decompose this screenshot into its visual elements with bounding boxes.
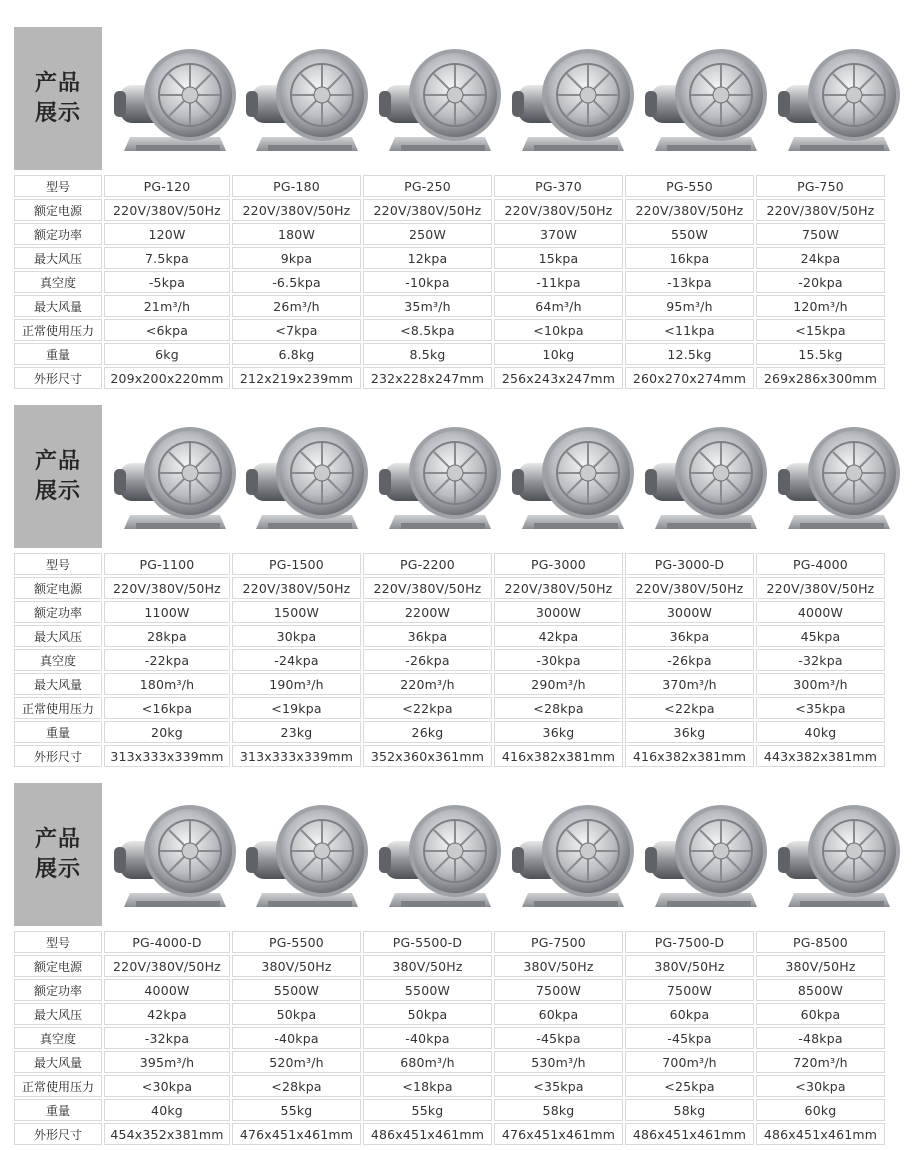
spec-cell: 5500W: [232, 979, 361, 1001]
section-title-block: [14, 405, 102, 548]
spec-cell: <30kpa: [756, 1075, 885, 1097]
spec-cell: PG-5500-D: [363, 931, 492, 953]
spec-label: 额定电源: [14, 577, 102, 599]
spec-label: 最大风量: [14, 673, 102, 695]
spec-cell: 8500W: [756, 979, 885, 1001]
spec-label: 额定电源: [14, 199, 102, 221]
spec-cell: 8.5kg: [363, 343, 492, 365]
spec-cell: -26kpa: [363, 649, 492, 671]
spec-cell: 550W: [625, 223, 754, 245]
product-image-pg-180: [242, 33, 370, 163]
spec-cell: 28kpa: [104, 625, 230, 647]
product-image-pg-4000: [774, 411, 902, 541]
spec-cell: 30kpa: [232, 625, 361, 647]
spec-cell: 35m³/h: [363, 295, 492, 317]
spec-cell: 50kpa: [232, 1003, 361, 1025]
spec-cell: <15kpa: [756, 319, 885, 341]
spec-cell: PG-5500: [232, 931, 361, 953]
spec-label: 正常使用压力: [14, 319, 102, 341]
spec-label: 额定功率: [14, 223, 102, 245]
spec-cell: 9kpa: [232, 247, 361, 269]
spec-cell: 45kpa: [756, 625, 885, 647]
spec-cell: 380V/50Hz: [363, 955, 492, 977]
spec-cell: 12.5kg: [625, 343, 754, 365]
spec-cell: -13kpa: [625, 271, 754, 293]
spec-cell: 300m³/h: [756, 673, 885, 695]
spec-cell: 26kg: [363, 721, 492, 743]
spec-cell: 64m³/h: [494, 295, 623, 317]
spec-cell: 3000W: [625, 601, 754, 623]
section-title-line2: 展示: [34, 856, 81, 882]
spec-cell: 60kpa: [625, 1003, 754, 1025]
spec-cell: 4000W: [104, 979, 230, 1001]
spec-cell: 220V/380V/50Hz: [232, 199, 361, 221]
spec-cell: 220V/380V/50Hz: [104, 955, 230, 977]
product-section-3: [14, 783, 906, 1142]
spec-cell: 454x352x381mm: [104, 1123, 230, 1145]
spec-cell: 260x270x274mm: [625, 367, 754, 389]
spec-cell: PG-120: [104, 175, 230, 197]
spec-cell: 220V/380V/50Hz: [625, 199, 754, 221]
spec-cell: 313x333x339mm: [104, 745, 230, 767]
spec-cell: 7500W: [625, 979, 754, 1001]
spec-label: 正常使用压力: [14, 1075, 102, 1097]
spec-cell: 443x382x381mm: [756, 745, 885, 767]
spec-cell: 380V/50Hz: [756, 955, 885, 977]
spec-table-1: [12, 173, 887, 391]
product-image-pg-8500: [774, 789, 902, 919]
section-title-line1: 产品: [34, 826, 81, 852]
spec-cell: 476x451x461mm: [232, 1123, 361, 1145]
spec-cell: <11kpa: [625, 319, 754, 341]
spec-row-max-pressure: [14, 625, 885, 647]
product-image-pg-5500: [242, 789, 370, 919]
product-image-pg-4000-d: [110, 789, 238, 919]
spec-cell: 220V/380V/50Hz: [756, 577, 885, 599]
product-image-pg-3000-d: [641, 411, 769, 541]
spec-cell: PG-250: [363, 175, 492, 197]
spec-table-2: [12, 551, 887, 769]
spec-cell: 60kg: [756, 1099, 885, 1121]
spec-cell: 15kpa: [494, 247, 623, 269]
spec-cell: 220V/380V/50Hz: [232, 577, 361, 599]
spec-label: 额定功率: [14, 979, 102, 1001]
spec-table-3: [12, 929, 887, 1147]
spec-cell: PG-3000-D: [625, 553, 754, 575]
spec-cell: 256x243x247mm: [494, 367, 623, 389]
spec-row-vacuum: [14, 1027, 885, 1049]
spec-row-vacuum: [14, 649, 885, 671]
spec-cell: 220V/380V/50Hz: [494, 577, 623, 599]
spec-cell: <10kpa: [494, 319, 623, 341]
spec-cell: 55kg: [363, 1099, 492, 1121]
spec-cell: 21m³/h: [104, 295, 230, 317]
spec-cell: -5kpa: [104, 271, 230, 293]
spec-row-dimensions: [14, 745, 885, 767]
spec-cell: <22kpa: [363, 697, 492, 719]
spec-row-model: [14, 175, 885, 197]
spec-label: 型号: [14, 553, 102, 575]
spec-row-power-supply: [14, 577, 885, 599]
spec-cell: 290m³/h: [494, 673, 623, 695]
spec-cell: 36kpa: [363, 625, 492, 647]
section-title-line1: 产品: [34, 448, 81, 474]
spec-cell: PG-7500: [494, 931, 623, 953]
spec-cell: 209x200x220mm: [104, 367, 230, 389]
section-title-block: [14, 27, 102, 170]
product-image-pg-1500: [242, 411, 370, 541]
spec-cell: 220V/380V/50Hz: [494, 199, 623, 221]
spec-cell: <35kpa: [756, 697, 885, 719]
spec-cell: 16kpa: [625, 247, 754, 269]
spec-cell: 60kpa: [756, 1003, 885, 1025]
spec-cell: -6.5kpa: [232, 271, 361, 293]
spec-cell: 720m³/h: [756, 1051, 885, 1073]
section-title-block: [14, 783, 102, 926]
product-image-pg-2200: [375, 411, 503, 541]
spec-row-rated-power: [14, 979, 885, 1001]
spec-cell: 15.5kg: [756, 343, 885, 365]
product-image-pg-1100: [110, 411, 238, 541]
spec-cell: 250W: [363, 223, 492, 245]
spec-cell: 530m³/h: [494, 1051, 623, 1073]
spec-cell: 95m³/h: [625, 295, 754, 317]
product-image-pg-7500-d: [641, 789, 769, 919]
spec-cell: -32kpa: [104, 1027, 230, 1049]
spec-cell: PG-7500-D: [625, 931, 754, 953]
spec-row-max-airflow: [14, 1051, 885, 1073]
product-image-pg-750: [774, 33, 902, 163]
spec-cell: 352x360x361mm: [363, 745, 492, 767]
spec-cell: PG-1500: [232, 553, 361, 575]
spec-cell: <28kpa: [494, 697, 623, 719]
spec-cell: 380V/50Hz: [232, 955, 361, 977]
spec-label: 重量: [14, 1099, 102, 1121]
spec-cell: 36kg: [625, 721, 754, 743]
spec-cell: 486x451x461mm: [756, 1123, 885, 1145]
spec-cell: 486x451x461mm: [625, 1123, 754, 1145]
spec-cell: PG-550: [625, 175, 754, 197]
spec-cell: 220V/380V/50Hz: [104, 577, 230, 599]
spec-cell: 40kg: [104, 1099, 230, 1121]
spec-cell: -32kpa: [756, 649, 885, 671]
spec-label: 最大风量: [14, 295, 102, 317]
spec-row-dimensions: [14, 367, 885, 389]
spec-cell: 416x382x381mm: [625, 745, 754, 767]
spec-cell: 220V/380V/50Hz: [756, 199, 885, 221]
spec-cell: 476x451x461mm: [494, 1123, 623, 1145]
spec-row-model: [14, 931, 885, 953]
spec-cell: -40kpa: [363, 1027, 492, 1049]
spec-cell: 42kpa: [494, 625, 623, 647]
spec-cell: 4000W: [756, 601, 885, 623]
spec-cell: 1500W: [232, 601, 361, 623]
spec-cell: PG-2200: [363, 553, 492, 575]
spec-cell: -48kpa: [756, 1027, 885, 1049]
spec-cell: 220V/380V/50Hz: [363, 577, 492, 599]
spec-row-power-supply: [14, 199, 885, 221]
spec-cell: 58kg: [625, 1099, 754, 1121]
spec-cell: -40kpa: [232, 1027, 361, 1049]
spec-cell: 380V/50Hz: [625, 955, 754, 977]
spec-cell: 180W: [232, 223, 361, 245]
spec-cell: 232x228x247mm: [363, 367, 492, 389]
spec-cell: 180m³/h: [104, 673, 230, 695]
spec-cell: 520m³/h: [232, 1051, 361, 1073]
spec-label: 最大风压: [14, 625, 102, 647]
spec-cell: 220m³/h: [363, 673, 492, 695]
spec-label: 额定电源: [14, 955, 102, 977]
spec-cell: <6kpa: [104, 319, 230, 341]
product-image-pg-250: [375, 33, 503, 163]
spec-label: 最大风量: [14, 1051, 102, 1073]
spec-cell: 26m³/h: [232, 295, 361, 317]
section-title-line2: 展示: [34, 100, 81, 126]
spec-cell: 370m³/h: [625, 673, 754, 695]
spec-cell: <8.5kpa: [363, 319, 492, 341]
spec-cell: 416x382x381mm: [494, 745, 623, 767]
spec-cell: -11kpa: [494, 271, 623, 293]
spec-cell: 36kpa: [625, 625, 754, 647]
spec-row-max-airflow: [14, 673, 885, 695]
spec-cell: -26kpa: [625, 649, 754, 671]
spec-cell: 7.5kpa: [104, 247, 230, 269]
spec-cell: 24kpa: [756, 247, 885, 269]
spec-cell: -45kpa: [625, 1027, 754, 1049]
spec-row-normal-pressure: [14, 1075, 885, 1097]
spec-cell: 6kg: [104, 343, 230, 365]
spec-cell: 120m³/h: [756, 295, 885, 317]
spec-label: 重量: [14, 721, 102, 743]
spec-cell: PG-3000: [494, 553, 623, 575]
spec-cell: PG-180: [232, 175, 361, 197]
spec-cell: <25kpa: [625, 1075, 754, 1097]
spec-cell: 750W: [756, 223, 885, 245]
spec-label: 真空度: [14, 649, 102, 671]
spec-cell: <35kpa: [494, 1075, 623, 1097]
spec-row-max-pressure: [14, 1003, 885, 1025]
spec-row-weight: [14, 1099, 885, 1121]
section-title-line2: 展示: [34, 478, 81, 504]
spec-label: 外形尺寸: [14, 1123, 102, 1145]
spec-row-dimensions: [14, 1123, 885, 1145]
product-section-1: [14, 27, 906, 386]
spec-cell: <16kpa: [104, 697, 230, 719]
spec-cell: -10kpa: [363, 271, 492, 293]
spec-row-normal-pressure: [14, 319, 885, 341]
spec-cell: PG-750: [756, 175, 885, 197]
spec-cell: 220V/380V/50Hz: [625, 577, 754, 599]
spec-label: 最大风压: [14, 247, 102, 269]
spec-cell: <19kpa: [232, 697, 361, 719]
spec-label: 最大风压: [14, 1003, 102, 1025]
spec-row-model: [14, 553, 885, 575]
spec-row-weight: [14, 721, 885, 743]
spec-row-vacuum: [14, 271, 885, 293]
spec-cell: 12kpa: [363, 247, 492, 269]
spec-cell: -45kpa: [494, 1027, 623, 1049]
spec-cell: 7500W: [494, 979, 623, 1001]
spec-cell: 220V/380V/50Hz: [363, 199, 492, 221]
spec-cell: 700m³/h: [625, 1051, 754, 1073]
spec-row-power-supply: [14, 955, 885, 977]
spec-cell: PG-8500: [756, 931, 885, 953]
spec-cell: 40kg: [756, 721, 885, 743]
spec-label: 额定功率: [14, 601, 102, 623]
spec-cell: 2200W: [363, 601, 492, 623]
spec-cell: PG-4000-D: [104, 931, 230, 953]
spec-cell: 269x286x300mm: [756, 367, 885, 389]
spec-row-weight: [14, 343, 885, 365]
spec-cell: -30kpa: [494, 649, 623, 671]
product-image-pg-550: [641, 33, 769, 163]
spec-cell: -24kpa: [232, 649, 361, 671]
spec-cell: 6.8kg: [232, 343, 361, 365]
spec-cell: <28kpa: [232, 1075, 361, 1097]
spec-label: 外形尺寸: [14, 367, 102, 389]
spec-row-max-airflow: [14, 295, 885, 317]
spec-cell: 395m³/h: [104, 1051, 230, 1073]
spec-cell: 370W: [494, 223, 623, 245]
spec-cell: <7kpa: [232, 319, 361, 341]
spec-cell: 313x333x339mm: [232, 745, 361, 767]
spec-cell: 190m³/h: [232, 673, 361, 695]
product-image-pg-370: [508, 33, 636, 163]
spec-label: 真空度: [14, 1027, 102, 1049]
spec-label: 重量: [14, 343, 102, 365]
spec-cell: 10kg: [494, 343, 623, 365]
spec-cell: 58kg: [494, 1099, 623, 1121]
spec-cell: PG-1100: [104, 553, 230, 575]
product-image-pg-5500-d: [375, 789, 503, 919]
spec-cell: PG-4000: [756, 553, 885, 575]
spec-row-max-pressure: [14, 247, 885, 269]
spec-cell: 42kpa: [104, 1003, 230, 1025]
product-image-pg-7500: [508, 789, 636, 919]
spec-cell: 55kg: [232, 1099, 361, 1121]
spec-label: 型号: [14, 931, 102, 953]
section-title-line1: 产品: [34, 70, 81, 96]
spec-cell: <22kpa: [625, 697, 754, 719]
spec-cell: PG-370: [494, 175, 623, 197]
spec-cell: 50kpa: [363, 1003, 492, 1025]
spec-label: 型号: [14, 175, 102, 197]
spec-cell: <30kpa: [104, 1075, 230, 1097]
spec-cell: 1100W: [104, 601, 230, 623]
spec-cell: 486x451x461mm: [363, 1123, 492, 1145]
spec-cell: 36kg: [494, 721, 623, 743]
spec-cell: -22kpa: [104, 649, 230, 671]
spec-cell: 220V/380V/50Hz: [104, 199, 230, 221]
spec-cell: 5500W: [363, 979, 492, 1001]
spec-cell: -20kpa: [756, 271, 885, 293]
spec-label: 外形尺寸: [14, 745, 102, 767]
spec-cell: <18kpa: [363, 1075, 492, 1097]
spec-cell: 20kg: [104, 721, 230, 743]
spec-row-rated-power: [14, 223, 885, 245]
spec-label: 真空度: [14, 271, 102, 293]
spec-label: 正常使用压力: [14, 697, 102, 719]
spec-cell: 212x219x239mm: [232, 367, 361, 389]
product-image-pg-3000: [508, 411, 636, 541]
spec-cell: 23kg: [232, 721, 361, 743]
spec-row-normal-pressure: [14, 697, 885, 719]
spec-row-rated-power: [14, 601, 885, 623]
product-image-pg-120: [110, 33, 238, 163]
spec-cell: 3000W: [494, 601, 623, 623]
spec-cell: 60kpa: [494, 1003, 623, 1025]
spec-cell: 680m³/h: [363, 1051, 492, 1073]
product-section-2: [14, 405, 906, 764]
spec-cell: 380V/50Hz: [494, 955, 623, 977]
spec-cell: 120W: [104, 223, 230, 245]
